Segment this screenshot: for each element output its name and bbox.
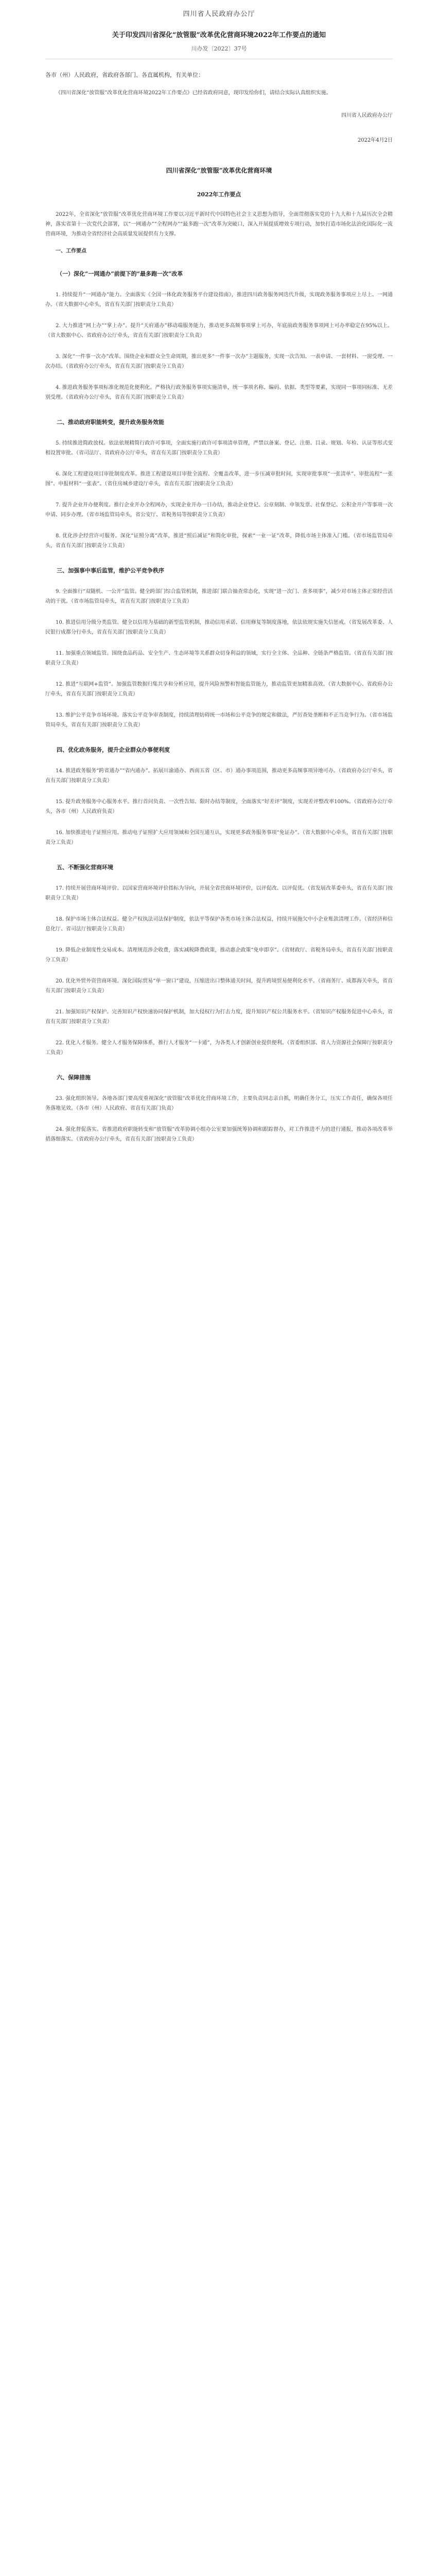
section-item: 2. 大力推进“网上办”“掌上办”。提升“天府通办”移动端服务能力，推动更多高频事项掌上可办，年底前政务服务事项网上可办率稳定在95%以上。（省大数据中心、省政府办公厅牵头，省直有关部门按职责分工负责） [45, 323, 393, 338]
section-item: 12. 推进“互联网+监管”。加强监管数据归集共享和分析应用，提升风险预警和智能监管能力，推动监管更加精准高效。（省大数据中心、省政府办公厅牵头，省直有关部门按职责分工负责） [45, 682, 393, 697]
section-heading: 六、保障措施 [57, 1074, 91, 1081]
section-item: 8. 优化涉企经营许可服务。深化“证照分离”改革，推进“照后减证”和简化审批，探索“一业一证”改革，降低市场主体准入门槛。（省市场监管局牵头，省直有关部门按职责分工负责） [45, 533, 393, 549]
section-item: 22. 优化人才服务。健全人才服务保障体系，推行人才服务“一卡通”，为各类人才创新创业提供便利。（省委组织部、省人力资源社会保障厅按职责分工负责） [45, 1040, 393, 1056]
signature-block [45, 111, 393, 145]
section-item: 24. 强化督促落实。省推进政府职能转变和“放管服”改革协调小组办公室要加强统筹协调和跟踪督办，对工作推进不力的进行通报，推动各项改革举措落细落实。（省政府办公厅牵头，省直有关部门按职责分工负责） [45, 1127, 393, 1142]
section-item: 15. 提升政务服务中心服务水平。推行首问负责、一次性告知、限时办结等制度，全面落实“好差评”制度，实现差评整改率100%。（省政府办公厅牵头，各市（州）人民政府负责） [45, 799, 393, 815]
section-item: 23. 强化组织领导。各地各部门要高度重视深化“放管服”改革优化营商环境工作，主要负责同志亲自抓，明确任务分工，压实工作责任，确保各项任务落地见效。（各市（州）人民政府、省直有关部门负责） [45, 1096, 393, 1111]
section-item: 7. 提升企业开办便利度。推行企业开办全程网办，实现企业开办一日办结，推动企业登记、公章刻制、申领发票、社保登记、公积金开户等事项一次申请、同步办理。（省市场监管局牵头，省公安厅、省税务局等按职责分工负责） [45, 502, 393, 518]
section-item: 11. 加强重点领域监管。围绕食品药品、安全生产、生态环境等关系群众切身利益的领域，实行全主体、全品种、全链条严格监管。（省直有关部门按职责分工负责） [45, 651, 393, 666]
attachment-sections [45, 269, 393, 1144]
section-heading: （一）深化“一网通办”前提下的“最多跑一次”改革 [57, 270, 183, 277]
attachment-subtitle: 2022年工作要点 [197, 191, 241, 198]
section-item: 3. 深化“一件事一次办”改革。围绕企业和群众全生命周期，推出更多“一件事一次办”主题服务，实现一次告知、一表申请、一套材料、一窗受理、一次办结。（省政府办公厅牵头，省直有关部门按职责分工负责） [45, 354, 393, 369]
section-heading: 三、加强事中事后监管，维护公平竞争秩序 [57, 567, 164, 574]
section-item: 1. 持续提升“一网通办”能力。全面落实《全国一体化政务服务平台建设指南》，推进四川政务服务网迭代升级，实现政务服务事项应上尽上、一网通办。（省大数据中心牵头，省直有关部门按职责分工负责） [45, 292, 393, 308]
document-title: 关于印发四川省深化“放管服”改革优化营商环境2022年工作要点的通知 [112, 31, 326, 39]
section-item: 10. 推进信用分级分类监管。健全以信用为基础的新型监管机制，推动信用承诺、信用修复等制度落地，依法依规实施失信惩戒。（省发展改革委、人民银行成都分行牵头，省直有关部门按职责分工负责） [45, 620, 393, 635]
section-item: 4. 推进政务服务事项标准化规范化便利化。严格执行政务服务事项实施清单，统一事项名称、编码、依据、类型等要素，实现同一事项同标准、无差别受理。（省政府办公厅牵头，省直有关部门按职责分工负责） [45, 385, 393, 400]
signature-date: 2022年4月2日 [357, 138, 393, 143]
attachment-title: 四川省深化“放管服”改革优化营商环境 [166, 167, 272, 174]
section-item: 9. 全面推行“双随机、一公开”监管。健全跨部门综合监管机制，推进部门联合抽查常态化，实现“进一次门、查多项事”，减少对市场主体正常经营活动的干扰。（省市场监管局牵头，省直有关部门按职责分工负责） [45, 589, 393, 604]
section-item: 17. 持续开展营商环境评价。以国家营商环境评价指标为导向，开展全省营商环境评价，以评促改、以评促优。（省发展改革委牵头，省直有关部门按职责分工负责） [45, 886, 393, 901]
section-item: 6. 深化工程建设项目审批制度改革。推进工程建设项目审批全流程、全覆盖改革，进一步压减审批时间，实现审批事项“一张清单”、审批流程“一张图”、申报材料“一张表”。（省住房城乡建设厅牵头，省直有关部门按职责分工负责） [45, 471, 393, 487]
section-item: 20. 优化外贸外资营商环境。深化国际贸易“单一窗口”建设，压缩进出口整体通关时间，提升跨境贸易便利化水平。（省商务厅、成都海关牵头，省直有关部门按职责分工负责） [45, 978, 393, 994]
section-item: 13. 维护公平竞争市场环境。落实公平竞争审查制度，持续清理妨碍统一市场和公平竞争的规定和做法，严厉查处垄断和不正当竞争行为。（省市场监管局牵头，省直有关部门按职责分工负责） [45, 713, 393, 728]
signature-issuer: 四川省人民政府办公厅 [341, 113, 393, 118]
section-item: 16. 加快推进电子证照应用。推动电子证照扩大应用领域和全国互通互认，实现更多政务服务事项“免证办”。（省大数据中心牵头，省直有关部门按职责分工负责） [45, 830, 393, 845]
section-heading: 五、不断强化营商环境 [57, 864, 113, 871]
notice-body: 《四川省深化“放管服”改革优化营商环境2022年工作要点》已经省政府同意，现印发给你们，请结合实际认真组织实施。 [56, 90, 331, 96]
attachment-intro: 2022年，全省深化“放管服”改革优化营商环境工作要以习近平新时代中国特色社会主义思想为指导，全面贯彻落实党的十九大和十九届历次全会精神，落实省第十一次党代会部署，以“一网通办”“全程网办”“最多跑一次”改革为突破口，深入开展提质增效专项行动，加快打造市场化法治化国际化一流营商环境，为推动全省经济社会高质量发展提供有力支撑。 [45, 212, 393, 237]
notice-recipients: 各市（州）人民政府，省政府各部门、各直属机构，有关单位： [45, 72, 204, 78]
section-heading: 二、推动政府职能转变，提升政务服务效能 [57, 419, 164, 426]
overview-heading: 一、工作要点 [56, 248, 86, 254]
section-item: 18. 保护市场主体合法权益。健全产权执法司法保护制度，依法平等保护各类市场主体合法权益，持续开展拖欠中小企业账款清理工作。（省经济和信息化厅、省司法厅按职责分工负责） [45, 917, 393, 932]
section-item: 5. 持续推进简政放权。依法依规精简行政许可事项，全面实施行政许可事项清单管理，严禁以备案、登记、注册、目录、规划、年检、认证等形式变相设置审批。（省司法厅、省政府办公厅牵头，省直有关部门按职责分工负责） [45, 440, 393, 456]
section-item: 21. 加强知识产权保护。完善知识产权快速协同保护机制，加大侵权行为打击力度，提升知识产权公共服务水平。（省知识产权服务促进中心牵头，省直有关部门按职责分工负责） [45, 1009, 393, 1025]
section-item: 19. 降低企业制度性交易成本。清理规范涉企收费，落实减税降费政策，推动惠企政策“免申即享”。（省财政厅、省税务局牵头，省直有关部门按职责分工负责） [45, 947, 393, 963]
section-heading: 四、优化政务服务，提升企业群众办事便利度 [57, 747, 170, 753]
section-item: 14. 推进政务服务“跨省通办”“省内通办”。拓展川渝通办、西南五省（区、市）通办事项范围，推动更多高频事项异地可办。（省政府办公厅牵头，省直有关部门按职责分工负责） [45, 768, 393, 784]
issuer-name: 四川省人民政府办公厅 [183, 10, 255, 18]
document-number: 川办发〔2022〕37号 [191, 45, 247, 52]
